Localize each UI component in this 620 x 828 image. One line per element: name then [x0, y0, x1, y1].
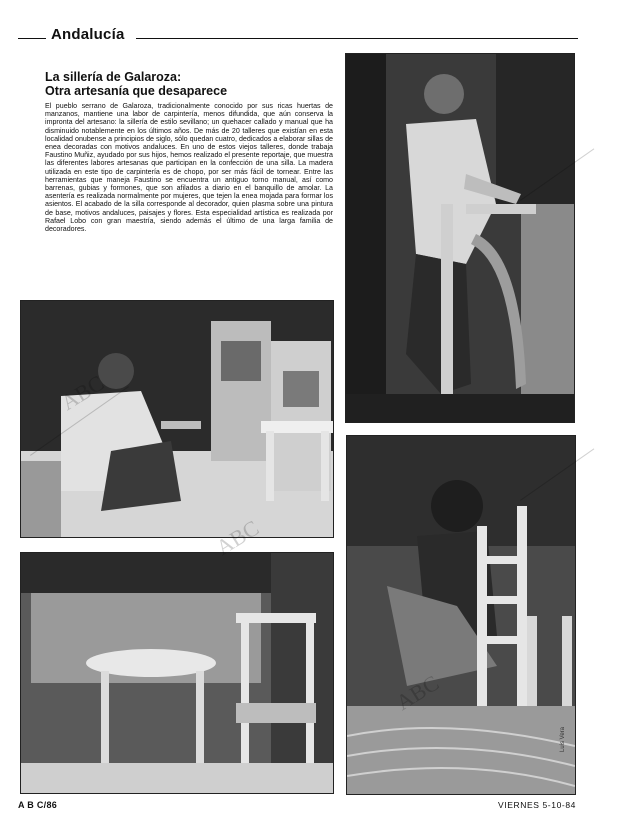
header-rule-left	[18, 38, 46, 39]
article-body: El pueblo serrano de Galaroza, tradicionalmente conocido por sus ricas huertas de manzanos, mantiene una labor de carpintería, menos difundida, que aún conserva la impronta del artesano: la sillería de estilo sevillano; un quehacer callado y manual que ha disminuido notablemente en los últimos años. De más de 20 talleres que existían en esta localidad onubense a principios de siglo, sólo quedan cuatro, dedicados a elaborar sillas de enea decoradas con motivos andaluces. En uno de estos viejos talleres, donde trabaja Faustino Muñiz, ayudado por sus hijos, hemos realizado el presente reportaje, que muestra las diferentes labores artesanas que participan en la confección de una silla. La madera utilizada en este tipo de carpintería es de chopo, por ser más fácil de tornear. Entre las herramientas que maneja Faustino se encuentra un antiguo torno manual, así como barrenas, gubias y formones, que son afilados a diario en el banquillo de amolar. La asentería es realizada normalmente por mujeres, que tejen la enea mojada para formar los asientos. El acabado de la silla corresponde al decorador, quien plasma sobre una pintura de base, motivos andaluces, paisajes y flores. Esta especialidad artística es realizada por Rafael Lobo con gran maestría, siendo además el último de una larga familia de decoradores.	[45, 102, 333, 234]
photo-credit: Luis Vera	[560, 726, 566, 752]
article-headline	[45, 70, 333, 98]
header-rule-right	[136, 38, 578, 39]
section-title: Andalucía	[51, 26, 125, 43]
article	[45, 70, 333, 233]
photo-carpenter-lathe-graphic	[346, 54, 574, 422]
photo-carpenter-lathe	[345, 53, 575, 423]
abc-watermark: ABC	[211, 514, 264, 561]
section-header	[18, 26, 578, 48]
page-number: A B C/86	[18, 800, 58, 810]
photo-weaving-seat	[346, 435, 576, 795]
issue-date: VIERNES 5-10-84	[498, 800, 576, 810]
photo-decorator-painting	[20, 300, 334, 538]
photo-finished-chairs-graphic	[21, 553, 333, 793]
photo-weaving-seat-graphic	[347, 436, 575, 794]
photo-decorator-painting-graphic	[21, 301, 333, 537]
photo-finished-chairs	[20, 552, 334, 794]
headline-line-2: Otra artesanía que desaparece	[45, 84, 228, 98]
headline-line-1: La sillería de Galaroza:	[45, 70, 182, 84]
